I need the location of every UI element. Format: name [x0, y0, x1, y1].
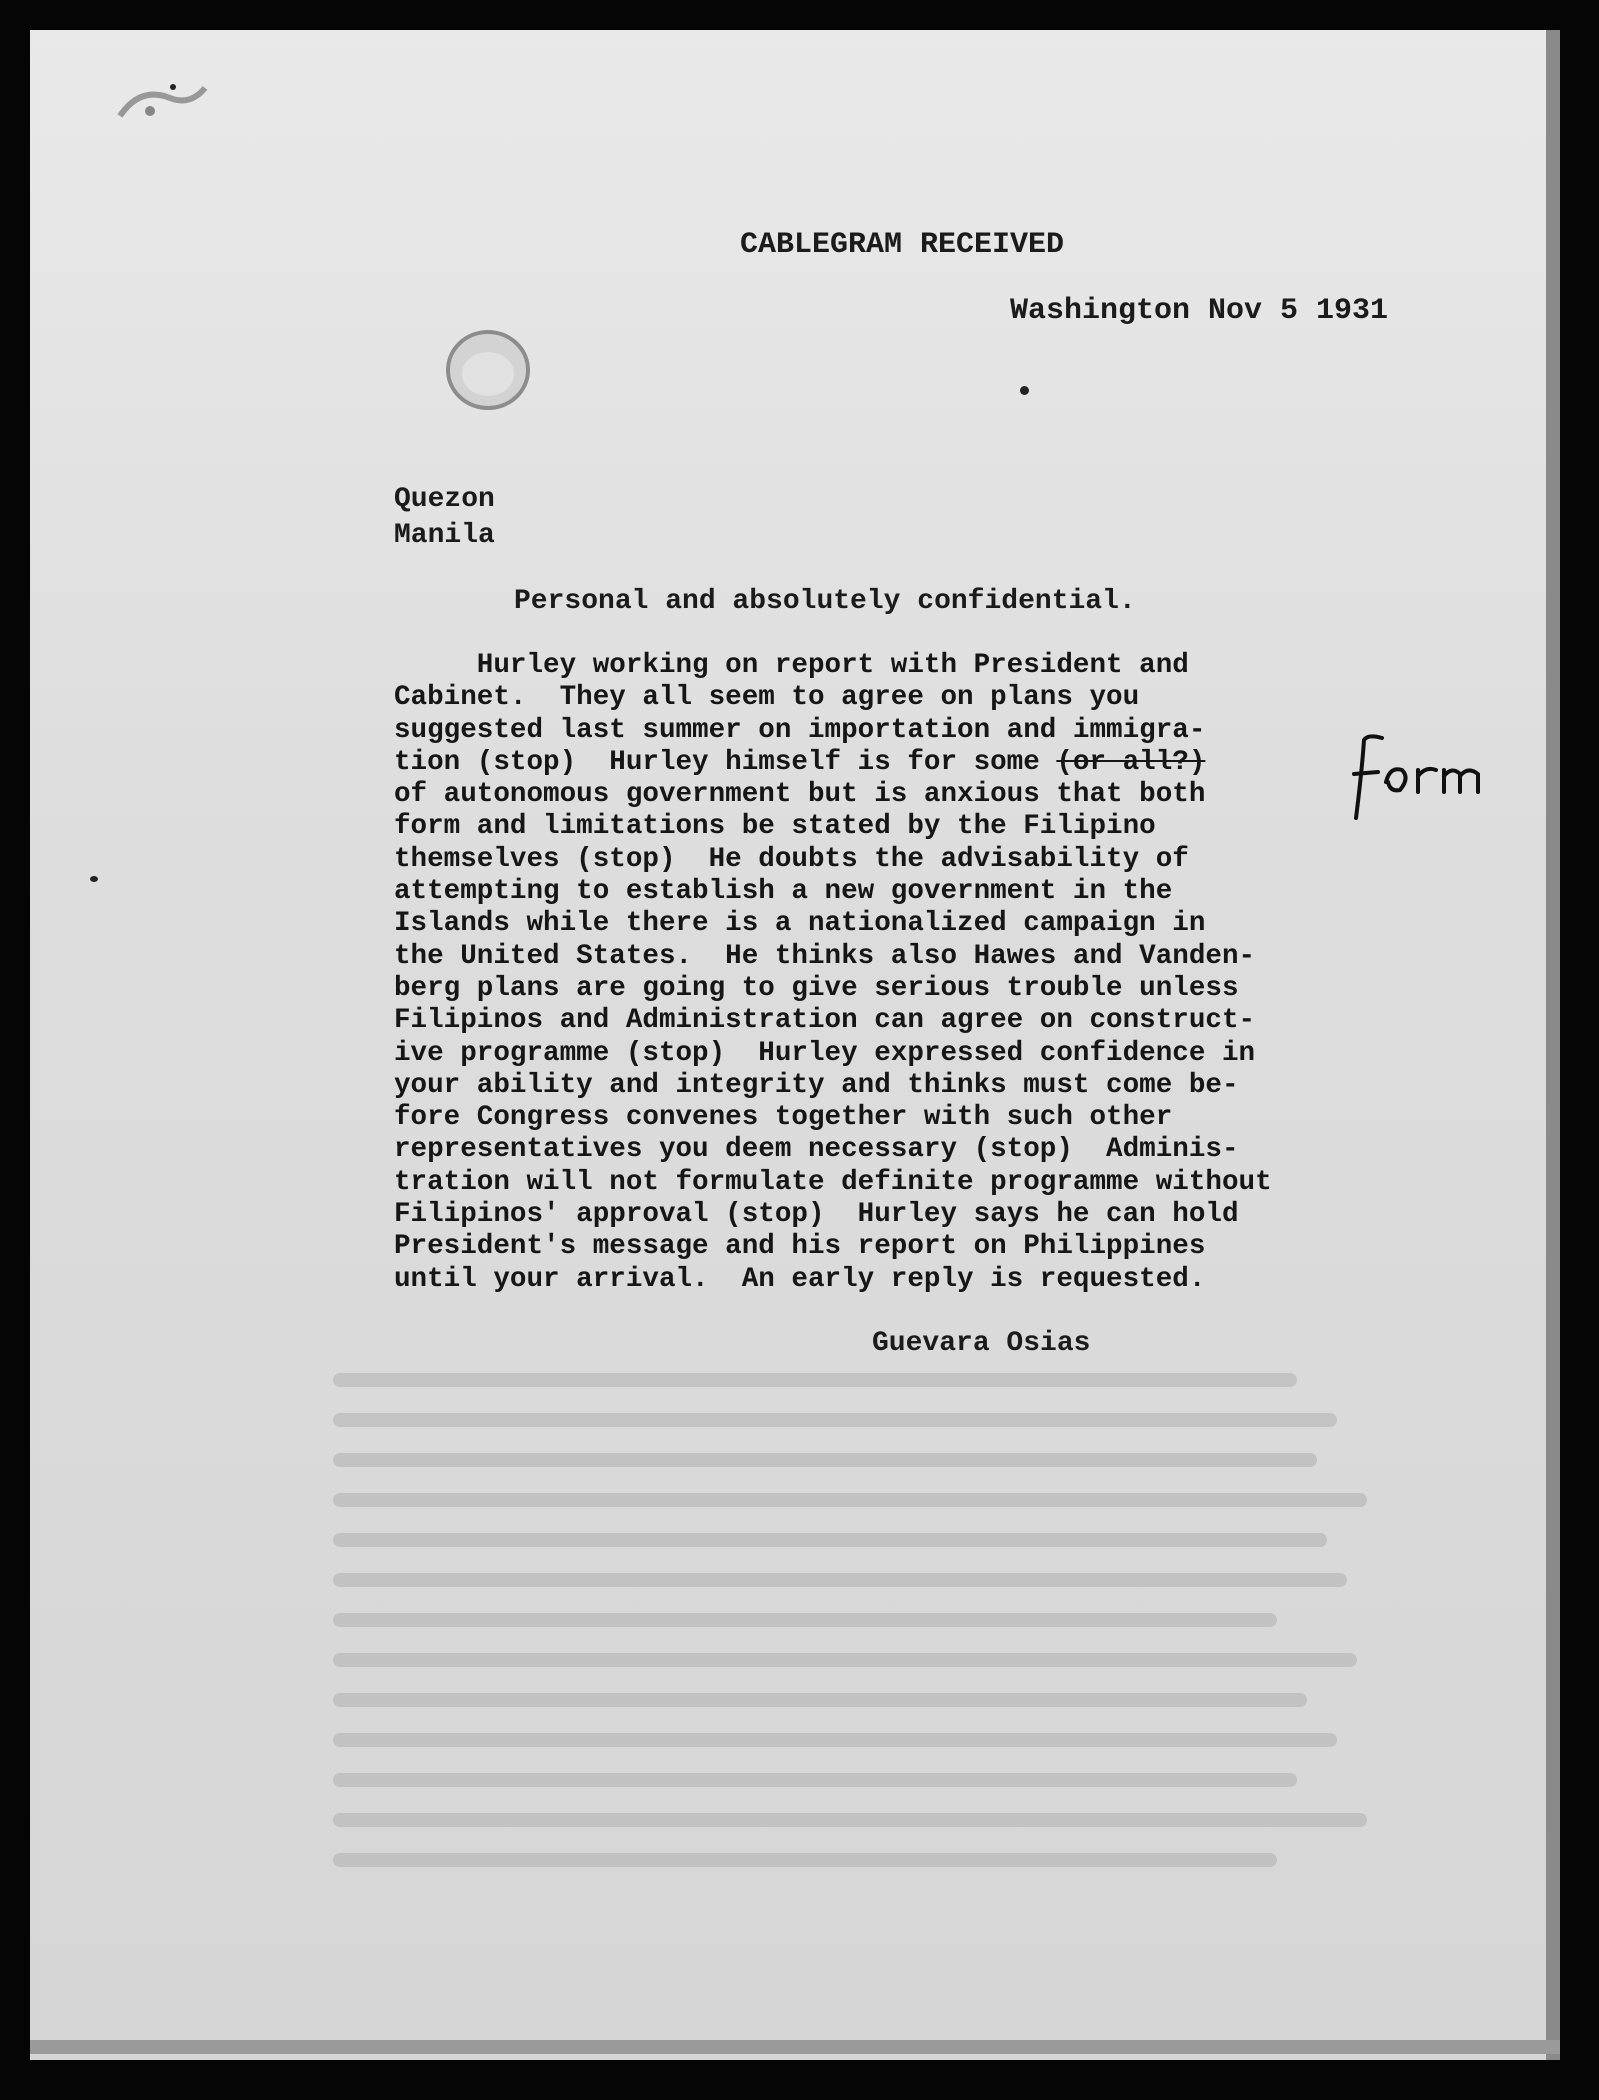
ink-dot	[90, 876, 98, 882]
dateline: Washington Nov 5 1931	[1010, 294, 1389, 328]
confidential-note: Personal and absolutely confidential.	[514, 586, 1136, 617]
body-line: fore Congress convenes together with such other	[394, 1102, 1173, 1134]
struck-text: (or all?)	[1056, 746, 1206, 778]
document-page	[30, 30, 1560, 2060]
ink-dot	[1020, 386, 1029, 395]
body-line: the United States. He thinks also Hawes and Vanden-	[394, 940, 1256, 972]
body-line: ive programme (stop) Hurley expressed confidence in	[394, 1037, 1256, 1069]
body-line: President's message and his report on Philippines	[394, 1231, 1206, 1263]
body-line: themselves (stop) He doubts the advisability of	[394, 843, 1189, 875]
body-line: of autonomous government but is anxious that both	[394, 779, 1206, 811]
body-line: Cabinet. They all seem to agree on plans you	[394, 682, 1140, 714]
recipient-name: Quezon	[394, 484, 495, 515]
ink-dot	[170, 84, 176, 90]
body-line: tration will not formulate definite programme without	[394, 1166, 1272, 1198]
paper-bottom-edge	[30, 2040, 1560, 2054]
paper-stain	[440, 322, 536, 418]
body-line: your ability and integrity and thinks must come be-	[394, 1069, 1239, 1101]
body-line: representatives you deem necessary (stop) Adminis-	[394, 1134, 1239, 1166]
body-line: attempting to establish a new government in the	[394, 876, 1173, 908]
body-line: berg plans are going to give serious trouble unless	[394, 972, 1239, 1004]
body-line-text: tion (stop) Hurley himself is for some	[394, 746, 1057, 778]
body-line-with-strike	[394, 747, 1272, 779]
handwritten-insert	[1348, 730, 1508, 820]
message-body	[394, 650, 1272, 1296]
signature-name: Guevara Osias	[872, 1328, 1091, 1359]
body-line: Hurley working on report with President and	[394, 650, 1189, 681]
body-line: Islands while there is a nationalized campaign in	[394, 908, 1206, 940]
body-line: form and limitations be stated by the Filipino	[394, 811, 1156, 843]
body-line: until your arrival. An early reply is requested.	[394, 1263, 1206, 1295]
body-line: Filipinos' approval (stop) Hurley says he can hold	[394, 1199, 1239, 1231]
bleed-through-text	[330, 1360, 1390, 1880]
recipient-city: Manila	[394, 520, 495, 551]
corner-smudge	[110, 76, 220, 136]
body-line: Filipinos and Administration can agree on construct-	[394, 1005, 1256, 1037]
document-heading: CABLEGRAM RECEIVED	[740, 228, 1065, 262]
body-line: suggested last summer on importation and immigra-	[394, 714, 1206, 746]
